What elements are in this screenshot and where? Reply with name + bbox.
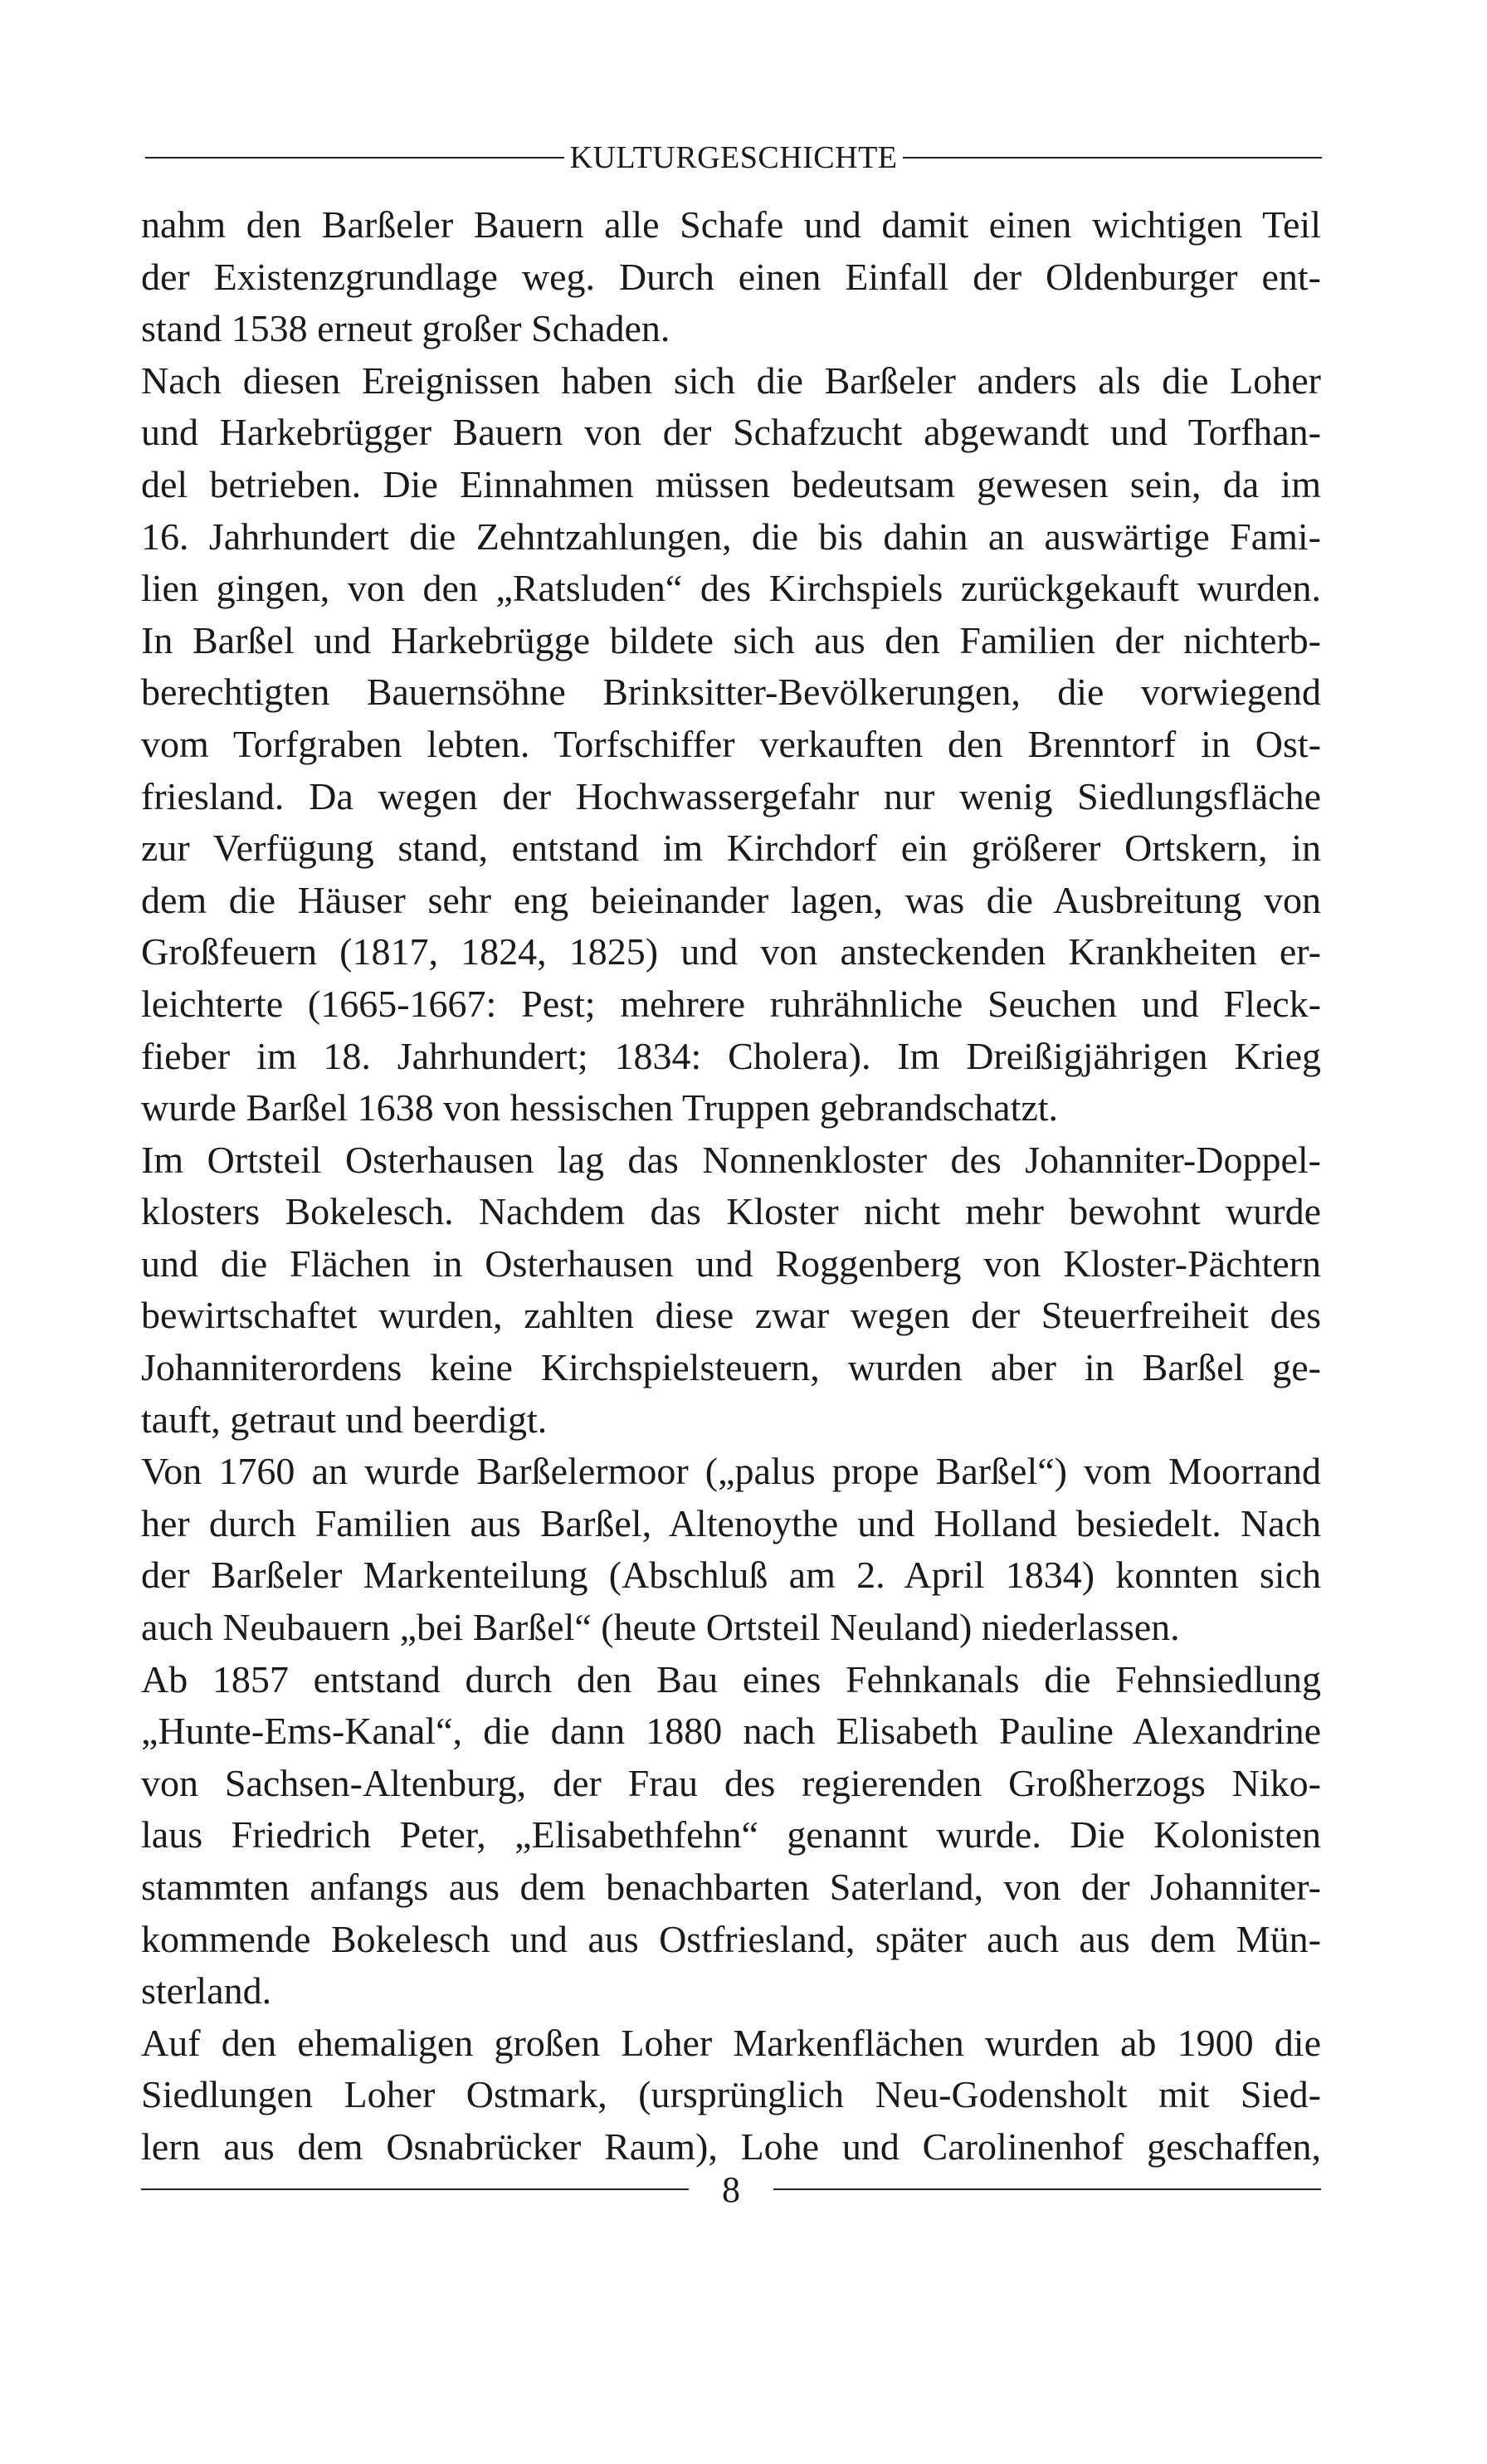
text-line: Von 1760 an wurde Barßelermoor („palus prope Barßel“) vom Moorrand <box>141 1450 1321 1493</box>
text-line: dem die Häuser sehr eng beieinander lagen, was die Ausbreitung von <box>141 878 1321 921</box>
text-line: zur Verfügung stand, entstand im Kirchdorf ein größerer Ortskern, in <box>141 827 1321 870</box>
text-line: sterland. <box>141 1969 272 2013</box>
footer-rule-right <box>773 2188 1321 2190</box>
text-line: Auf den ehemaligen großen Loher Markenflächen wurden ab 1900 die <box>141 2021 1321 2064</box>
text-line: laus Friedrich Peter, „Elisabethfehn“ genannt wurde. Die Kolonisten <box>141 1813 1321 1857</box>
text-line: Siedlungen Loher Ostmark, (ursprünglich Neu-Godensholt mit Sied- <box>141 2073 1321 2116</box>
text-line: lern aus dem Osnabrücker Raum), Lohe und Carolinenhof geschaffen, <box>141 2125 1321 2168</box>
running-header <box>145 133 1322 183</box>
text-line: Im Ortsteil Osterhausen lag das Nonnenkloster des Johanniter-Doppel- <box>141 1138 1321 1181</box>
text-line: vom Torfgraben lebten. Torfschiffer verkauften den Brenntorf in Ost- <box>141 722 1321 765</box>
footer-rule-left <box>141 2188 689 2190</box>
body-text <box>141 199 1321 2174</box>
text-line: berechtigten Bauernsöhne Brinksitter-Bevölkerungen, die vorwiegend <box>141 671 1321 714</box>
text-line: del betrieben. Die Einnahmen müssen bedeutsam gewesen sein, da im <box>141 462 1321 505</box>
text-line: friesland. Da wegen der Hochwassergefahr nur wenig Siedlungsfläche <box>141 774 1321 817</box>
text-line: her durch Familien aus Barßel, Altenoythe und Holland besiedelt. Nach <box>141 1501 1321 1544</box>
text-line: der Barßeler Markenteilung (Abschluß am 2. April 1834) konnten sich <box>141 1554 1321 1597</box>
text-line: Nach diesen Ereignissen haben sich die Barßeler anders als die Loher <box>141 359 1321 402</box>
text-line: Ab 1857 entstand durch den Bau eines Fehnkanals die Fehnsiedlung <box>141 1657 1321 1700</box>
text-line: „Hunte-Ems-Kanal“, die dann 1880 nach Elisabeth Pauline Alexandrine <box>141 1710 1321 1753</box>
text-line: kommende Bokelesch und aus Ostfriesland, später auch aus dem Mün- <box>141 1917 1321 1960</box>
text-line: bewirtschaftet wurden, zahlten diese zwar wegen der Steuerfreiheit des <box>141 1294 1321 1337</box>
text-line: klosters Bokelesch. Nachdem das Kloster nicht mehr bewohnt wurde <box>141 1190 1321 1233</box>
text-line: lien gingen, von den „Ratsluden“ des Kirchspiels zurückgekauft wurden. <box>141 567 1321 610</box>
text-line: stand 1538 erneut großer Schaden. <box>141 307 670 350</box>
page-footer <box>141 2164 1321 2214</box>
page-number: 8 <box>722 2169 740 2210</box>
text-line: wurde Barßel 1638 von hessischen Truppen gebrandschatzt. <box>141 1086 1059 1130</box>
text-line: tauft, getraut und beerdigt. <box>141 1398 548 1441</box>
text-line: auch Neubauern „bei Barßel“ (heute Ortsteil Neuland) niederlassen. <box>141 1606 1180 1649</box>
text-line: fieber im 18. Jahrhundert; 1834: Cholera). Im Dreißigjährigen Krieg <box>141 1034 1321 1077</box>
text-line: Großfeuern (1817, 1824, 1825) und von ansteckenden Krankheiten er- <box>141 930 1321 973</box>
text-line: In Barßel und Harkebrügge bildete sich aus den Familien der nichterb- <box>141 618 1321 661</box>
header-rule-left <box>145 157 564 159</box>
text-line: stammten anfangs aus dem benachbarten Saterland, von der Johanniter- <box>141 1866 1321 1908</box>
text-line: 16. Jahrhundert die Zehntzahlungen, die bis dahin an auswärtige Fami- <box>141 515 1321 558</box>
text-line: der Existenzgrundlage weg. Durch einen Einfall der Oldenburger ent- <box>141 255 1321 298</box>
text-line: nahm den Barßeler Bauern alle Schafe und damit einen wichtigen Teil <box>141 203 1321 246</box>
text-line: Johanniterordens keine Kirchspielsteuern, wurden aber in Barßel ge- <box>141 1346 1321 1389</box>
text-line: leichterte (1665-1667: Pest; mehrere ruhrähnliche Seuchen und Fleck- <box>141 982 1321 1025</box>
header-title: KULTURGESCHICHTE <box>569 140 898 175</box>
text-line: und die Flächen in Osterhausen und Roggenberg von Kloster-Pächtern <box>141 1242 1321 1285</box>
text-line: und Harkebrügger Bauern von der Schafzucht abgewandt und Torfhan- <box>141 411 1321 454</box>
text-line: von Sachsen-Altenburg, der Frau des regierenden Großherzogs Niko- <box>141 1761 1321 1804</box>
header-rule-right <box>903 157 1322 159</box>
